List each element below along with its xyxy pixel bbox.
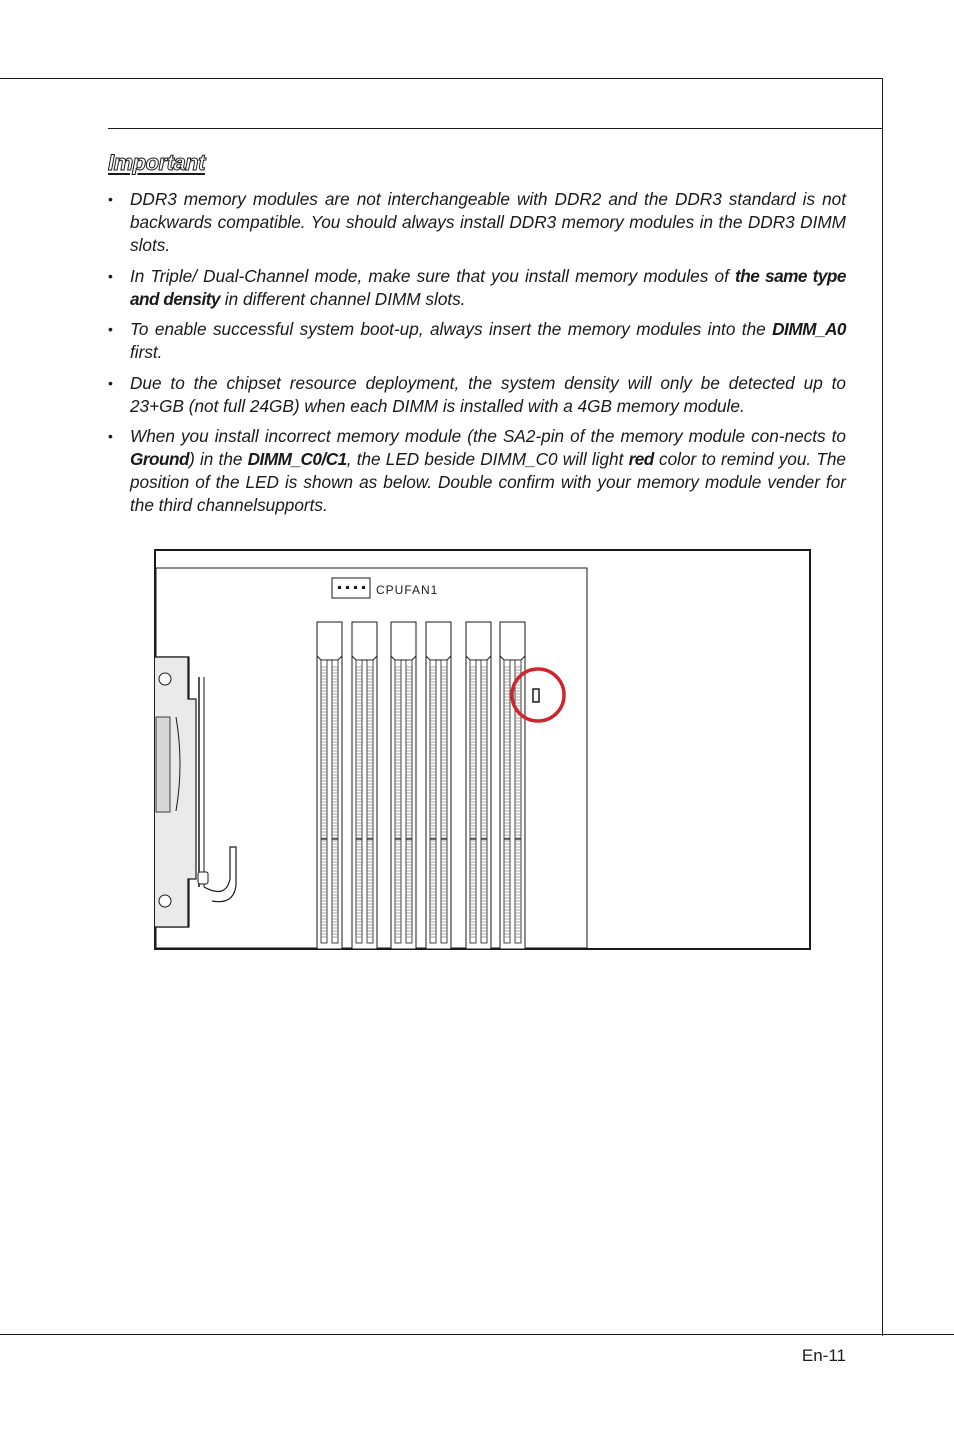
motherboard-diagram: [154, 549, 811, 950]
bullet-item: [108, 372, 846, 418]
bullet-text: In Triple/ Dual-Channel mode, make sure that you install memory modules of: [130, 265, 736, 286]
bullet-text: Due to the chipset resource deployment, the system density will only be detected up to 23+GB (not full 24GB) when each DIMM is installed with a 4GB memory module.: [130, 372, 846, 416]
bullet-text: To enable successful system boot-up, always insert the memory modules into the: [130, 319, 773, 339]
bullet-text: in different channel DIMM slots.: [220, 288, 466, 309]
right-margin-rule: [882, 78, 883, 1336]
board-svg: [154, 549, 811, 950]
top-rule: [0, 78, 883, 79]
dimm-slot: [317, 622, 342, 949]
bullet-emphasis: the same type and density: [130, 265, 846, 309]
dimm-slot: [391, 622, 416, 949]
fan-pin: [346, 586, 349, 589]
bullet-item: [108, 425, 846, 517]
bullet-emphasis: red: [628, 449, 654, 469]
header-rule: [108, 128, 883, 129]
important-list: [108, 188, 846, 525]
led-icon: [533, 689, 539, 702]
bullet-text: color to remind you. The position of the LED is shown as below. Double confirm with your memory module vender for the third channelsupports.: [130, 449, 846, 515]
fan-pin: [354, 586, 357, 589]
bullet-text: DDR3 memory modules are not interchangeable with DDR2 and the DDR3 standard is not backwards compatible. You should always install DDR3 memory modules in the DDR3 DIMM slots.: [130, 189, 846, 255]
bullet-text: first.: [130, 342, 163, 362]
dimm-slot: [500, 622, 525, 949]
bottom-rule: [0, 1334, 954, 1335]
bullet-item: [108, 188, 846, 257]
dimm-slot: [352, 622, 377, 949]
dimm-slot: [466, 622, 491, 949]
page-number: En-11: [801, 1346, 846, 1365]
dimm-slot: [426, 622, 451, 949]
fan-pin: [338, 586, 341, 589]
cpufan1-label: CPUFAN1: [376, 583, 439, 597]
bullet-text: ) in the: [189, 449, 248, 469]
bullet-text: When you install incorrect memory module (the SA2-pin of the memory module con-nects to: [130, 426, 846, 446]
bullet-emphasis: DIMM_A0: [772, 319, 846, 339]
important-heading: Important: [108, 150, 205, 175]
bullet-item: [108, 265, 846, 311]
bullet-text: , the LED beside DIMM_C0 will light: [346, 449, 629, 469]
bullet-emphasis: DIMM_C0/C1: [247, 449, 347, 469]
bullet-item: [108, 318, 846, 364]
fan-pin: [362, 586, 365, 589]
bullet-emphasis: Ground: [130, 449, 190, 469]
